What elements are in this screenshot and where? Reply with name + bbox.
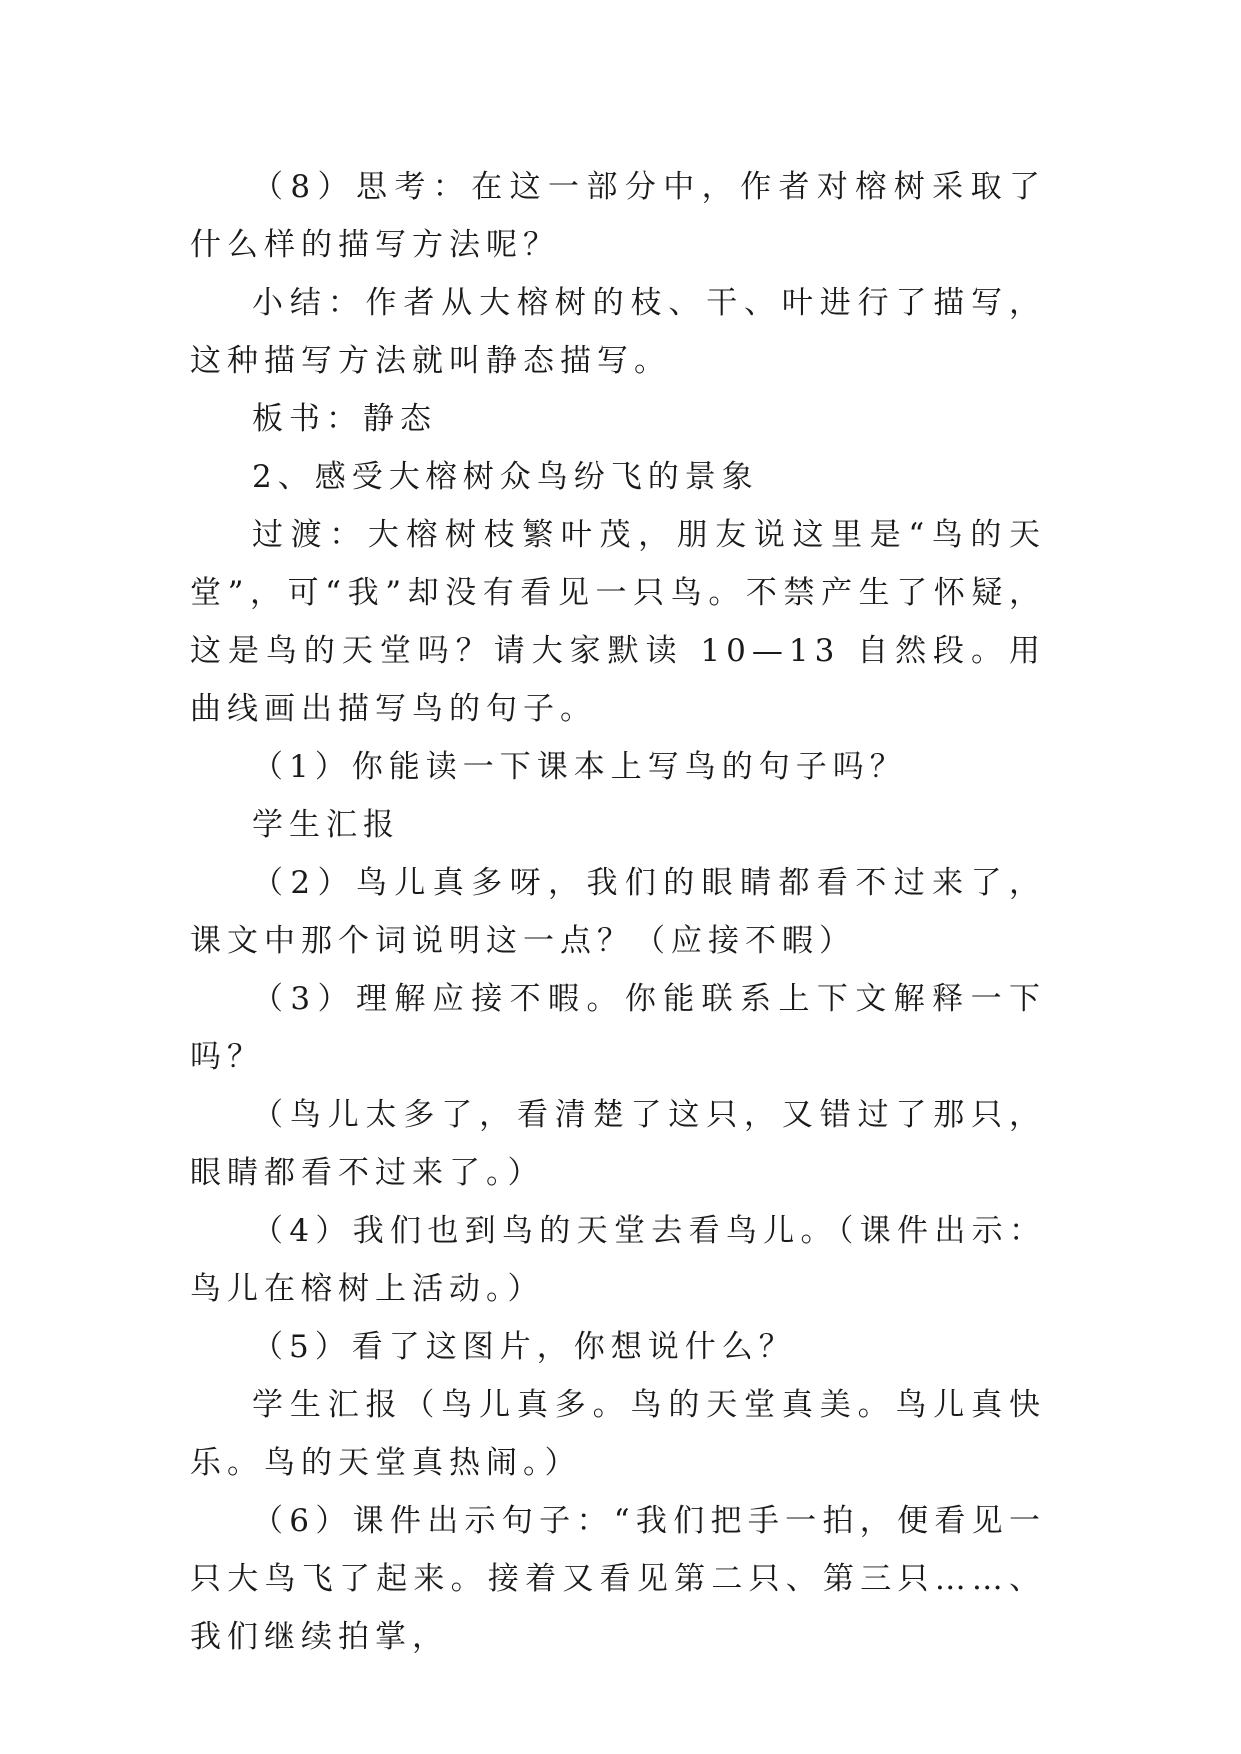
paragraph-question-1: （1）你能读一下课本上写鸟的句子吗？ <box>252 749 907 785</box>
paragraph-transition: 过渡：大榕树枝繁叶茂，朋友说这里是“鸟的天堂”，可“我”却没有看见一只鸟。不禁产生了怀疑，这是鸟的天堂吗？请大家默读 10—13 自然段。用曲线画出描写鸟的句子。 <box>190 517 1046 727</box>
paragraph-board-note: 板书：静态 <box>252 401 437 437</box>
paragraph-question-5: （5）看了这图片，你想说什么？ <box>252 1329 796 1365</box>
paragraph-student-report-2: 学生汇报（鸟儿真多。鸟的天堂真美。鸟儿真快乐。鸟的天堂真热闹。） <box>190 1387 1046 1481</box>
paragraph-question-6: （6）课件出示句子：“我们把手一拍，便看见一只大鸟飞了起来。接着又看见第二只、第三只……、我们继续拍掌， <box>190 1503 1046 1655</box>
paragraph-question-3: （3）理解应接不暇。你能联系上下文解释一下吗？ <box>190 981 1046 1075</box>
paragraph-question-4: （4）我们也到鸟的天堂去看鸟儿。（课件出示：鸟儿在榕树上活动。） <box>190 1213 1046 1307</box>
paragraph-student-report: 学生汇报 <box>252 807 400 843</box>
paragraph-explanation: （鸟儿太多了，看清楚了这只，又错过了那只，眼睛都看不过来了。） <box>190 1097 1046 1191</box>
paragraph-think-8: （8）思考：在这一部分中，作者对榕树采取了什么样的描写方法呢？ <box>190 169 1046 263</box>
section-heading-2: 2、感受大榕树众鸟纷飞的景象 <box>252 459 759 495</box>
paragraph-summary: 小结：作者从大榕树的枝、干、叶进行了描写，这种描写方法就叫静态描写。 <box>190 285 1046 379</box>
paragraph-question-2: （2）鸟儿真多呀，我们的眼睛都看不过来了，课文中那个词说明这一点？（应接不暇） <box>190 865 1046 959</box>
document-body <box>190 158 1046 1666</box>
